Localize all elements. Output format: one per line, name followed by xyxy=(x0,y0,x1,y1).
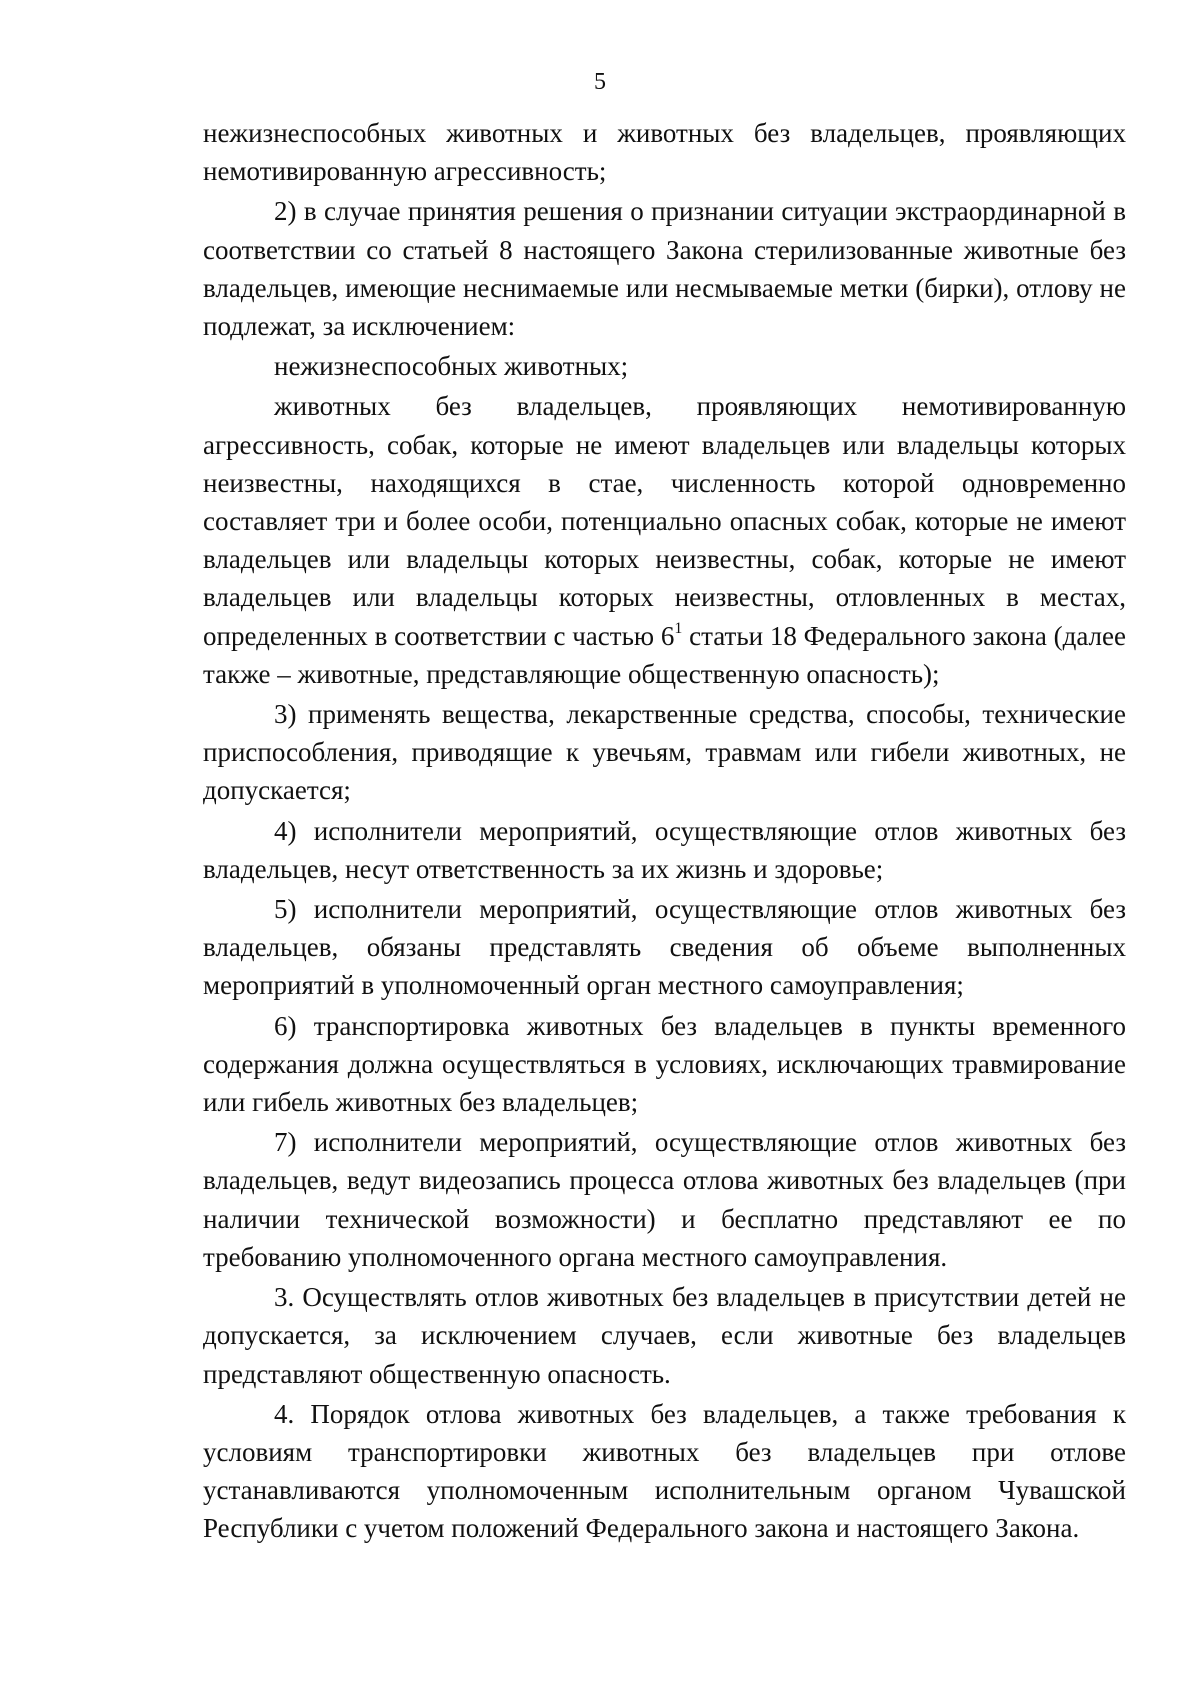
paragraph-item-4: 4) исполнители мероприятий, осуществляющие отлов животных без владельцев, несут ответственность за их жизнь и здоровье; xyxy=(203,815,1126,884)
page-number: 5 xyxy=(594,69,606,95)
document-body xyxy=(203,114,1126,1548)
paragraph-section-3: 3. Осуществлять отлов животных без владельцев в присутствии детей не допускается, за исключением случаев, если животные без владельцев представляют общественную опасность. xyxy=(203,1282,1126,1389)
paragraph-item-2: 2) в случае принятия решения о признании ситуации экстраординарной в соответствии со статьей 8 настоящего Закона стерилизованные животные без владельцев, имеющие неснимаемые или несмываемые метки (бирки), отлову не подлежат, за исключением: xyxy=(203,196,1126,342)
paragraph-exception-aggressive xyxy=(203,387,1126,693)
paragraph-section-4: 4. Порядок отлова животных без владельцев, а также требования к условиям транспортировки животных без владельцев при отлове устанавливаются уполномоченным исполнительным органом Чувашской Республики с учетом положений Федерального закона и настоящего Закона. xyxy=(203,1398,1126,1544)
paragraph-item-7: 7) исполнители мероприятий, осуществляющие отлов животных без владельцев, ведут видеозапись процесса отлова животных без владельцев (при наличии технической возможности) и бесплатно представляют ее по требованию уполномоченного органа местного самоуправления. xyxy=(203,1127,1126,1272)
paragraph-item-6: 6) транспортировка животных без владельцев в пункты временного содержания должна осуществляться в условиях, исключающих травмирование или гибель животных без владельцев; xyxy=(203,1010,1126,1118)
paragraph-item-3: 3) применять вещества, лекарственные средства, способы, технические приспособления, приводящие к увечьям, травмам или гибели животных, не допускается; xyxy=(203,699,1126,806)
paragraph-continuation: нежизнеспособных животных и животных без владельцев, проявляющих немотивированную агрессивность; xyxy=(203,118,1126,187)
paragraph-text: статьи 18 Федерального закона (далее также – животные, представляющие общественную опасность); xyxy=(203,620,1126,689)
superscript: 1 xyxy=(674,619,683,637)
paragraph-text: животных без владельцев, проявляющих немотивированную агрессивность, собак, которые не имеют владельцев или владельцы которых неизвестны, находящихся в стае, численность которой одновременно составляет три и более особи, потенциально опасных собак, которые не имеют владельцев или владельцы которых неизвестны, собак, которые не имеют владельцев или владельцы которых неизвестны, отловленных в местах, определенных в соответствии с частью 6 xyxy=(203,391,1126,651)
paragraph-item-5: 5) исполнители мероприятий, осуществляющие отлов животных без владельцев, обязаны представлять сведения об объеме выполненных мероприятий в уполномоченный орган местного самоуправления; xyxy=(203,894,1126,1001)
paragraph-exception-nonviable: нежизнеспособных животных; xyxy=(274,351,629,382)
